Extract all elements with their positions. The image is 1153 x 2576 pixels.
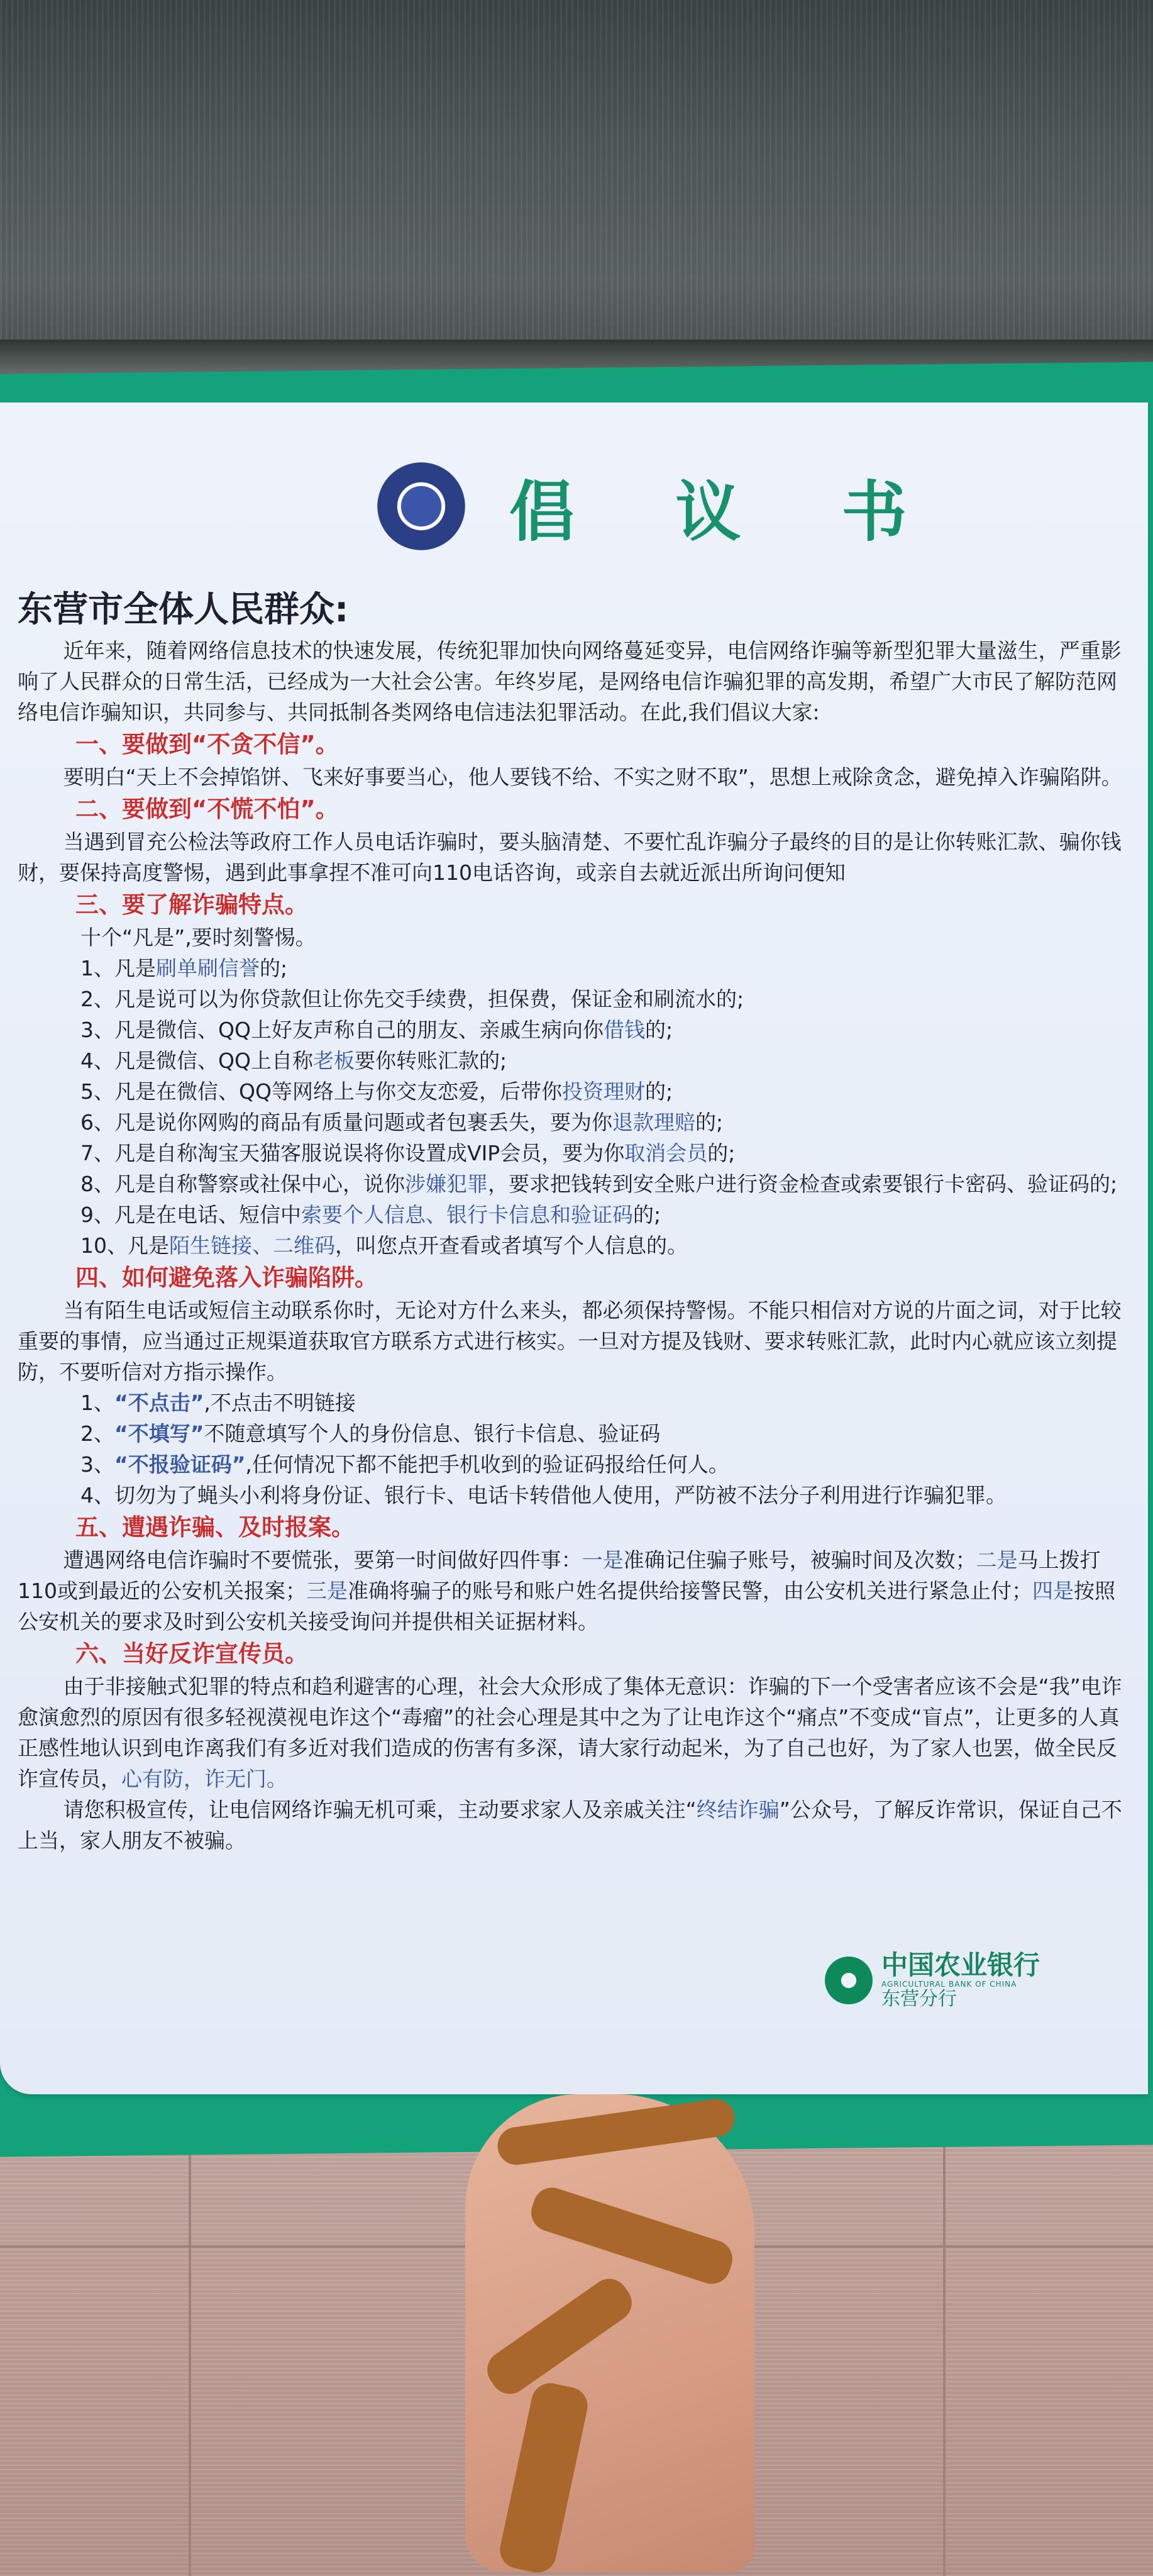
bank-english-name: AGRICULTURAL BANK OF CHINA xyxy=(881,1980,1017,1989)
section-2-heading: 二、要做到“不慌不怕”。 xyxy=(75,796,339,823)
section-5-heading: 五、遭遇诈骗、及时报案。 xyxy=(75,1514,355,1541)
item-number: 3、 xyxy=(80,1452,114,1477)
section-6-heading: 六、当好反诈宣传员。 xyxy=(75,1640,308,1667)
item-text: 的; xyxy=(707,1141,736,1165)
tile-seam xyxy=(943,2088,946,2576)
greeting: 东营市全体人民群众: xyxy=(18,589,349,630)
section-5-part: 马上拨打110或到最近的公安机关报案； xyxy=(18,1548,1101,1603)
list-item xyxy=(80,1014,1130,1045)
highlighted-phrase: 借钱 xyxy=(603,1018,645,1042)
item-text: 的; xyxy=(644,1079,673,1104)
police-emblem-icon xyxy=(377,462,465,550)
highlighted-phrase: 取消会员 xyxy=(624,1141,708,1165)
item-text: 10、凡是 xyxy=(80,1233,169,1258)
closing-part: ”公众号，了解反诈常识，保证自己不上当，家人朋友不被骗。 xyxy=(18,1797,1122,1853)
step-keyword: 一是 xyxy=(582,1548,624,1572)
section-5-part: 按照公安机关的要求及时到公安机关接受询问并提供相关证据材料。 xyxy=(18,1579,1115,1634)
list-item xyxy=(80,1199,1130,1230)
foot-skin xyxy=(465,2094,754,2572)
bank-text xyxy=(881,1951,1040,2010)
item-text: 6、凡是说你网购的商品有质量问题或者包裹丢失，要为你 xyxy=(80,1110,612,1135)
item-text: ，叫您点开查看或者填写个人信息的。 xyxy=(335,1233,688,1258)
list-item xyxy=(80,1230,1130,1261)
item-text: 要你转账汇款的; xyxy=(354,1048,507,1073)
section-3-heading: 三、要了解诈骗特点。 xyxy=(75,891,308,918)
abc-bank-icon xyxy=(825,1957,873,2004)
item-text: ,任何情况下都不能把手机收到的验证码报给任何人。 xyxy=(245,1452,729,1477)
keyword: “不点击” xyxy=(114,1391,204,1415)
section-6-body: 由于非接触式犯罪的特点和趋利避害的心理，社会大众形成了集体无意识：诈骗的下一个受害者应该不会是“我”电诈愈演愈烈的原因有很多轻视漠视电诈这个“毒瘤”的社会心理是其中之为了让电诈这个“痛点”不变成“盲点”，让更多的人真正感性地认识到电诈离我们有多近对我们造成的伤害有多深，请大家行动起米，为了自己也好，为了家人也罢，做全民反诈宣传员， xyxy=(18,1674,1122,1791)
item-text: 的; xyxy=(695,1110,724,1135)
item-text: 5、凡是在微信、QQ等网络上与你交友恋爱，后带你 xyxy=(80,1079,562,1104)
list-item xyxy=(80,1449,1130,1480)
list-item xyxy=(80,1387,1130,1418)
item-text: 的; xyxy=(633,1202,661,1227)
step-keyword: 三是 xyxy=(306,1579,348,1603)
item-text: ，要求把钱转到安全账户进行资金检查或索要银行卡密码、验证码的; xyxy=(488,1172,1118,1196)
highlighted-phrase: 退款理赔 xyxy=(612,1110,695,1135)
section-1-text: 要明白“天上不会掉馅饼、飞来好事要当心，他人要钱不给、不实之财不取”，思想上戒除贪念，避免掉入诈骗陷阱。 xyxy=(63,765,1122,789)
list-item xyxy=(80,1480,1130,1511)
item-text: 切勿为了蝇头小利将身份证、银行卡、电话卡转借他人使用，严防被不法分子利用进行诈骗犯罪。 xyxy=(114,1483,1007,1507)
item-number: 4、 xyxy=(80,1483,114,1507)
title-row xyxy=(377,453,946,560)
bank-branch: 东营分行 xyxy=(881,1988,957,2010)
list-item xyxy=(80,1045,1130,1076)
sandaled-foot xyxy=(440,2088,817,2576)
item-text: 4、凡是微信、QQ上自称 xyxy=(80,1048,313,1073)
item-text: 3、凡是微信、QQ上好友声称自己的朋友、亲戚生病向你 xyxy=(80,1018,604,1042)
highlighted-phrase: 陌生链接、二维码 xyxy=(169,1233,335,1258)
list-item xyxy=(80,1076,1130,1107)
item-text: 的; xyxy=(260,956,288,980)
section-5-part: 准确将骗子的账号和账户姓名提供给接警民警，由公安机关进行紧急止付； xyxy=(348,1579,1032,1603)
item-text: 1、凡是 xyxy=(80,956,156,980)
section-2-text: 当遇到冒充公检法等政府工作人员电话诈骗时，要头脑清楚、不要忙乱诈骗分子最终的目的是让你转账汇款、骗你钱财，要保持高度警惕，遇到此事拿捏不准可向110电话咨询，或亲自去就近派出所询问便知 xyxy=(18,830,1122,885)
list-item xyxy=(80,1169,1130,1199)
list-item xyxy=(80,1418,1130,1449)
list-item xyxy=(80,984,1130,1014)
bank-logo xyxy=(825,1951,1040,2010)
section-5-text xyxy=(18,1545,1130,1637)
section-3-lead: 十个“凡是”,要时刻警惕。 xyxy=(80,925,316,950)
bank-name: 中国农业银行 xyxy=(881,1950,1040,1980)
section-5-part: 准确记住骗子账号，被骗时间及次数； xyxy=(623,1548,976,1572)
poster-body xyxy=(18,585,1130,1856)
section-5-part: 遭遇网络电信诈骗时不要慌张，要第一时间做好四件事： xyxy=(63,1548,582,1572)
highlighted-phrase: 刷单刷信誉 xyxy=(156,956,260,980)
keyword: “不填写” xyxy=(114,1421,204,1446)
item-text: 8、凡是自称警察或社保中心，说你 xyxy=(80,1172,405,1196)
section-4-text: 当有陌生电话或短信主动联系你时，无论对方什么来头，都必须保持警惕。不能只相信对方说的片面之词，对于比较重要的事情，应当通过正规渠道获取官方联系方式进行核实。一旦对方提及钱财、要求转账汇款，此时内心就应该立刻提防，不要听信对方指示操作。 xyxy=(18,1298,1122,1384)
closing-part: 请您积极宣传，让电信网络诈骗无机可乘，主动要求家人及亲戚关注“ xyxy=(63,1797,697,1822)
item-number: 2、 xyxy=(80,1421,114,1446)
item-text: 9、凡是在电话、短信中 xyxy=(80,1202,301,1227)
tile-seam xyxy=(189,2088,191,2576)
step-keyword: 二是 xyxy=(976,1548,1018,1572)
slogan: 心有防，诈无门。 xyxy=(121,1767,287,1791)
warning-list xyxy=(18,953,1130,1261)
item-text: ,不点击不明链接 xyxy=(204,1391,356,1415)
official-account-name: 终结诈骗 xyxy=(696,1797,780,1822)
highlighted-phrase: 投资理财 xyxy=(561,1079,645,1104)
item-number: 1、 xyxy=(80,1391,114,1415)
section-4-heading: 四、如何避免落入诈骗陷阱。 xyxy=(75,1264,378,1291)
highlighted-phrase: 索要个人信息、银行卡信息和验证码 xyxy=(301,1202,633,1227)
list-item xyxy=(80,1107,1130,1138)
closing-paragraph xyxy=(18,1794,1130,1856)
step-keyword: 四是 xyxy=(1032,1579,1074,1603)
highlighted-phrase: 老板 xyxy=(312,1048,355,1073)
prevention-list xyxy=(18,1387,1130,1511)
intro-paragraph: 近年来，随着网络信息技术的快速发展，传统犯罪加快向网络蔓延变异，电信网络诈骗等新型犯罪大量滋生，严重影响了人民群众的日常生活，已经成为一大社会公害。年终岁尾，是网络电信诈骗犯罪的高发期，希望广大市民了解防范网络电信诈骗知识，共同参与、共同抵制各类网络电信违法犯罪活动。在此,我们倡议大家: xyxy=(18,638,1122,724)
list-item xyxy=(80,953,1130,984)
highlighted-phrase: 涉嫌犯罪 xyxy=(405,1172,488,1196)
section-1-heading: 一、要做到“不贪不信”。 xyxy=(75,731,339,758)
list-item xyxy=(80,1138,1130,1169)
section-6-text xyxy=(18,1671,1130,1794)
keyword: “不报验证码” xyxy=(114,1452,246,1477)
poster-title: 倡 议 书 xyxy=(509,474,946,550)
item-text: 不随意填写个人的身份信息、银行卡信息、验证码 xyxy=(204,1421,661,1446)
item-text: 7、凡是自称淘宝天猫客服说误将你设置成VIP会员，要为你 xyxy=(80,1141,625,1165)
item-text: 的; xyxy=(644,1018,673,1042)
item-text: 2、凡是说可以为你贷款但让你先交手续费，担保费，保证金和刷流水的; xyxy=(80,987,744,1011)
